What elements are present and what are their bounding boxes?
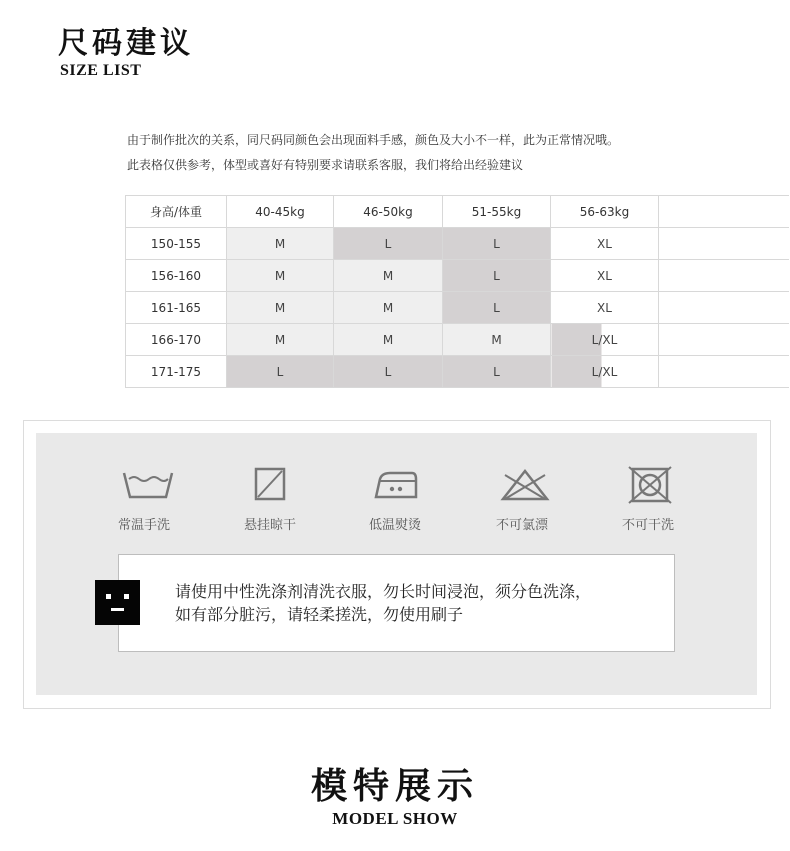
size-list-subtitle: SIZE LIST (60, 62, 142, 79)
column-header: 46-50kg (334, 196, 443, 228)
size-cell: L/XL (551, 324, 659, 356)
care-label: 低温熨烫 (368, 518, 421, 533)
row-header: 166-170 (126, 324, 227, 356)
row-header: 150-155 (126, 228, 227, 260)
size-cell: M (334, 292, 443, 324)
table-corner-header: 身高/体重 (126, 196, 227, 228)
size-cell: L (443, 292, 551, 324)
no-tumble-dry-icon (621, 465, 681, 505)
column-header: 56-63kg (551, 196, 659, 228)
size-cell: L (443, 356, 551, 388)
size-cell: XL (551, 228, 659, 260)
column-header: 51-55kg (443, 196, 551, 228)
care-label: 不可氯漂 (495, 518, 548, 533)
face-eye (124, 594, 129, 599)
size-cell: L (443, 228, 551, 260)
hand-wash-icon (120, 465, 180, 505)
table-header-row (126, 196, 790, 228)
face-mouth (111, 608, 124, 611)
note-line-2: 此表格仅供参考，体型或喜好有特别要求请联系客服，我们将给出经验建议 (127, 158, 524, 172)
empty-cell (659, 324, 790, 356)
row-header: 171-175 (126, 356, 227, 388)
care-label: 悬挂晾干 (243, 518, 296, 533)
size-list-title: 尺码建议 (58, 26, 194, 61)
size-cell: L (227, 356, 334, 388)
row-header: 156-160 (126, 260, 227, 292)
size-cell: L (334, 228, 443, 260)
empty-cell (659, 356, 790, 388)
low-iron-icon (370, 465, 430, 505)
face-eye (106, 594, 111, 599)
column-header: 40-45kg (227, 196, 334, 228)
empty-cell (659, 228, 790, 260)
empty-cell (659, 260, 790, 292)
empty-cell (659, 292, 790, 324)
size-cell: XL (551, 292, 659, 324)
size-cell: M (227, 292, 334, 324)
row-header: 161-165 (126, 292, 227, 324)
table-row (126, 356, 790, 388)
table-row (126, 260, 790, 292)
size-cell: M (227, 260, 334, 292)
empty-cell (659, 196, 790, 228)
hang-dry-icon (240, 465, 300, 505)
square-face-icon (95, 580, 140, 625)
care-label: 常温手洗 (117, 518, 170, 533)
size-cell: M (227, 324, 334, 356)
wash-instruction-line-1: 请使用中性洗涤剂清洗衣服，勿长时间浸泡，须分色洗涤， (175, 582, 592, 601)
size-cell: M (334, 260, 443, 292)
size-cell: M (227, 228, 334, 260)
size-cell: XL (551, 260, 659, 292)
care-label: 不可干洗 (621, 518, 674, 533)
model-show-subtitle: MODEL SHOW (332, 809, 458, 828)
size-cell: L (443, 260, 551, 292)
note-line-1: 由于制作批次的关系，同尺码同颜色会出现面料手感，颜色及大小不一样，此为正常情况哦。 (127, 133, 620, 147)
table-row (126, 324, 790, 356)
size-table (125, 195, 789, 388)
size-cell: L/XL (551, 356, 659, 388)
size-cell: M (334, 324, 443, 356)
table-row (126, 292, 790, 324)
size-cell: L (334, 356, 443, 388)
table-row (126, 228, 790, 260)
wash-instruction-line-2: 如有部分脏污，请轻柔搓洗，勿使用刷子 (175, 605, 464, 624)
model-show-title: 模特展示 (310, 765, 479, 807)
no-bleach-icon (495, 465, 555, 505)
size-cell: M (443, 324, 551, 356)
